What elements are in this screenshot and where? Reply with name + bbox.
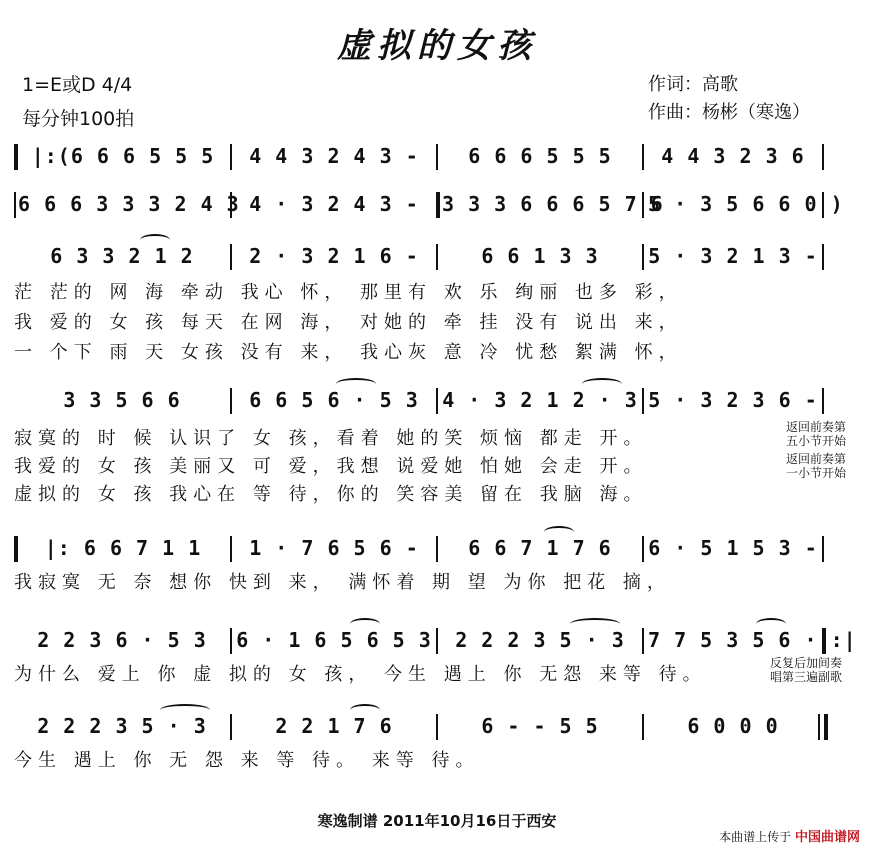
measure: 6 6 7 1 7 6 [468,536,612,560]
barline [822,244,824,270]
lyric-line: 茫 茫的 网 海 牵动 我心 怀， 那里有 欢 乐 绚丽 也多 彩， [14,282,683,303]
measure: 2 2 3 6 · 5 3 [37,628,207,652]
barline [642,388,644,414]
barline [230,388,232,414]
performance-note: 一小节开始 [786,466,847,480]
upload-source-prefix: 本曲谱上传于 [719,830,792,844]
performance-note: 返回前奏第 [786,452,847,466]
measure: 4 · 3 2 1 2 · 3 [442,388,638,412]
barline [230,714,232,740]
barline [230,536,232,562]
lyric-line: 今生 遇上 你 无 怨 来 等 待。 来等 待。 [14,750,480,771]
barline [14,192,16,218]
measure: 6 0 0 0 [687,714,779,738]
key-signature: 1=E或D 4/4 [22,74,133,96]
performance-note: 返回前奏第 [786,420,847,434]
measure: 6 6 5 6 · 5 3 [249,388,419,412]
barline [642,628,644,654]
barline [822,144,824,170]
transcriber-credit: 寒逸制谱 2011年10月16日于西安 [317,812,557,830]
barline [642,536,644,562]
measure: 6 6 1 3 3 [481,244,599,268]
barline [642,244,644,270]
measure: 4 · 3 2 4 3 - [249,192,419,216]
barline [436,388,438,414]
lyric-line: 为什么 爱上 你 虚 拟的 女 孩， 今生 遇上 你 无怨 来等 待。 [14,664,707,685]
measure: |:(6 6 6 5 5 5 [31,144,215,168]
measure: 4 4 3 2 3 6 [661,144,805,168]
performance-note: 唱第三遍副歌 [770,670,843,684]
barline [436,244,438,270]
final-barline [824,714,828,740]
song-title: 虚拟的女孩 [337,26,537,66]
measure: 6 6 6 3 3 3 2 4 3 [18,192,240,216]
measure: 4 4 3 2 4 3 - [249,144,419,168]
lyric-line: 我爱的 女 孩 美丽又 可 爱，我想 说爱她 怕她 会走 开。 [14,456,648,477]
measure: 2 · 3 2 1 6 - [249,244,419,268]
score-system-2 [14,184,844,224]
barline [642,144,644,170]
upload-source [719,826,860,845]
barline [642,192,644,218]
lyric-line: 我寂寞 无 奈 想你 快到 来， 满怀着 期 望 为你 把花 摘， [14,572,671,593]
score-system-5 [14,528,826,568]
measure: 2 2 1 7 6 [275,714,393,738]
performance-note: 五小节开始 [786,434,847,448]
measure: 3 3 3 6 6 6 5 7 6 [442,192,664,216]
barline [436,144,438,170]
score-system-7 [14,706,826,746]
tempo-marking: 每分钟100拍 [22,108,135,130]
barline [14,536,18,562]
site-logo: 中国曲谱网 [794,830,860,845]
score-system-1 [14,136,826,176]
final-barline [818,714,820,740]
barline [436,192,440,218]
lyric-line: 我 爱的 女 孩 每天 在网 海， 对她的 牵 挂 没有 说出 来， [14,312,683,333]
measure: 2 2 2 3 5 · 3 [37,714,207,738]
barline [822,536,824,562]
barline [436,536,438,562]
barline [822,388,824,414]
measure: 1 · 7 6 5 6 - [249,536,419,560]
barline [230,144,232,170]
measure: 6 · 1 6 5 6 5 3 [236,628,432,652]
barline [822,192,824,218]
measure: 3 3 5 6 6 [63,388,181,412]
measure: 5 · 3 2 1 3 - [648,244,818,268]
barline [230,628,232,654]
composer-credit: 作曲：杨彬（寒逸） [648,102,810,123]
barline [436,628,438,654]
lyric-line: 虚拟的 女 孩 我心在 等 待，你的 笑容美 留在 我脑 海。 [14,484,648,505]
lyricist-credit: 作词：高歌 [648,74,738,95]
measure: 2 2 2 3 5 · 3 [455,628,625,652]
barline [230,192,232,218]
measure: 7 7 5 3 5 6 · :| [648,628,857,652]
barline [822,628,826,654]
barline [230,244,232,270]
barline [436,714,438,740]
measure: |: 6 6 7 1 1 [44,536,202,560]
measure: 6 · 5 1 5 3 - [648,536,818,560]
measure: 6 3 3 2 1 2 [50,244,194,268]
measure: 6 6 6 5 5 5 [468,144,612,168]
score-system-4 [14,380,826,420]
performance-note: 反复后加间奏 [770,656,843,670]
lyric-line: 一 个下 雨 天 女孩 没有 来， 我心灰 意 冷 忧愁 絮满 怀， [14,342,683,363]
measure: 6 - - 5 5 [481,714,599,738]
score-system-6 [14,620,857,660]
barline [14,144,18,170]
measure: 5 · 3 2 3 6 - [648,388,818,412]
score-system-3 [14,236,826,276]
lyric-line: 寂寞的 时 候 认识了 女 孩，看着 她的笑 烦恼 都走 开。 [14,428,648,449]
measure: 5 · 3 5 6 6 0 ) [648,192,844,216]
barline [642,714,644,740]
